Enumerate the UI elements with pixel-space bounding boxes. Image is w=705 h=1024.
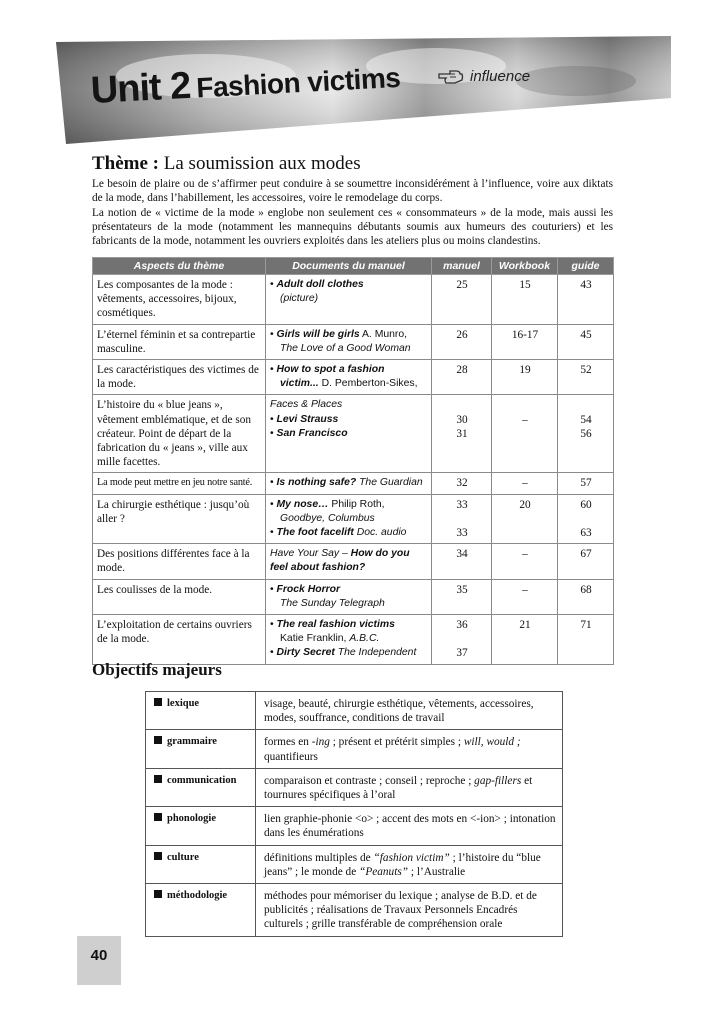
document-line bbox=[270, 476, 428, 490]
workbook-page-cell bbox=[492, 275, 558, 325]
aspect-cell: Les caractéristiques des victimes de la mode. bbox=[93, 360, 266, 395]
workbook-page-cell bbox=[492, 544, 558, 579]
guide-page: 52 bbox=[580, 364, 592, 377]
col-header: Aspects du thème bbox=[93, 258, 266, 275]
theme-label: Thème : bbox=[92, 153, 160, 174]
table-header-row bbox=[93, 258, 614, 275]
document-title: Levi Strauss bbox=[276, 413, 339, 425]
documents-cell bbox=[266, 324, 432, 359]
col-header: Documents du manuel bbox=[266, 258, 432, 275]
document-line bbox=[270, 427, 428, 441]
document-line bbox=[270, 646, 428, 660]
table-row bbox=[93, 395, 614, 473]
document-line bbox=[270, 377, 428, 391]
objective-text: comparaison et contraste ; conseil ; reproche ; bbox=[264, 774, 475, 787]
document-line bbox=[270, 292, 428, 306]
objective-detail bbox=[256, 807, 563, 845]
document-title: How to spot a fashion bbox=[276, 364, 385, 376]
guide-page: 68 bbox=[580, 583, 592, 596]
influence-tag bbox=[438, 68, 530, 85]
guide-page-cell bbox=[558, 324, 614, 359]
aspect-cell: L’histoire du « blue jeans », vêtement emblématique, et de son créateur. Point de départ de la fabrication du « jeans », ville aux mille facettes. bbox=[93, 395, 266, 473]
manuel-page: 34 bbox=[456, 548, 468, 561]
document-line bbox=[270, 328, 428, 342]
guide-page bbox=[562, 398, 610, 412]
objective-category-label: grammaire bbox=[167, 736, 217, 748]
theme-intro bbox=[92, 177, 613, 248]
objective-category bbox=[146, 692, 256, 730]
manuel-page: 31 bbox=[456, 427, 468, 440]
table-row bbox=[93, 324, 614, 359]
objective-text: visage, beauté, chirurgie esthétique, vêtements, accessoires, modes, souffrance, conditions de travail bbox=[264, 698, 534, 725]
objective-detail bbox=[256, 692, 563, 730]
document-author: D. Pemberton-Sikes, bbox=[318, 378, 418, 390]
workbook-page bbox=[496, 427, 554, 441]
document-source: The Sunday Telegraph bbox=[280, 597, 385, 609]
guide-page: 54 bbox=[580, 413, 592, 426]
objective-row bbox=[146, 884, 563, 937]
objective-detail bbox=[256, 730, 563, 768]
objectives-table bbox=[145, 691, 563, 937]
objective-row bbox=[146, 768, 563, 806]
aspect-cell: L’exploitation de certains ouvriers de la mode. bbox=[93, 615, 266, 665]
objective-text: définitions multiples de bbox=[264, 851, 374, 864]
guide-page bbox=[562, 512, 610, 526]
document-source: A.B.C. bbox=[349, 633, 380, 645]
guide-page: 57 bbox=[580, 477, 592, 490]
square-bullet-icon bbox=[154, 852, 162, 860]
objective-term: “Peanuts” bbox=[359, 865, 409, 878]
document-source: The Independent bbox=[334, 647, 417, 659]
manuel-page: 36 bbox=[456, 619, 468, 632]
objective-term: -ing bbox=[311, 736, 330, 749]
hand-pointer-icon bbox=[438, 70, 464, 84]
theme-title: La soumission aux modes bbox=[163, 153, 361, 174]
aspect-cell: Des positions différentes face à la mode. bbox=[93, 544, 266, 579]
objective-term: gap-fillers bbox=[474, 774, 522, 787]
documents-cell bbox=[266, 395, 432, 473]
workbook-page-cell bbox=[492, 473, 558, 494]
guide-page-cell bbox=[558, 494, 614, 544]
workbook-page-cell bbox=[492, 324, 558, 359]
workbook-page: 19 bbox=[519, 364, 531, 377]
objective-category-label: communication bbox=[167, 774, 237, 786]
guide-page-cell bbox=[558, 579, 614, 614]
document-author: Katie Franklin, bbox=[280, 633, 350, 645]
documents-cell bbox=[266, 473, 432, 494]
bullet: • bbox=[270, 413, 274, 425]
guide-page: 60 bbox=[580, 498, 592, 511]
manuel-page-cell bbox=[432, 324, 492, 359]
manuel-page: 25 bbox=[456, 279, 468, 291]
document-line bbox=[270, 547, 428, 561]
document-title: Frock Horror bbox=[276, 583, 341, 595]
intro-paragraph: Le besoin de plaire ou de s’affirmer peut conduire à se soumettre inconsidérément à l’influence, voire aux diktats de la mode, dans l’habillement, les accessoires, voire le remodelage du corps. bbox=[92, 178, 613, 205]
workbook-page: 20 bbox=[519, 498, 531, 511]
table-body bbox=[93, 275, 614, 665]
objective-row bbox=[146, 845, 563, 883]
manuel-page: 30 bbox=[456, 413, 468, 426]
bullet: • bbox=[270, 583, 274, 595]
guide-page-cell bbox=[558, 615, 614, 665]
document-source: (picture) bbox=[280, 293, 319, 305]
page-number: 40 bbox=[90, 947, 108, 964]
document-source: Have Your Say – bbox=[270, 548, 348, 560]
objective-row bbox=[146, 692, 563, 730]
manuel-page-cell bbox=[432, 615, 492, 665]
guide-page-cell bbox=[558, 395, 614, 473]
objective-term: will, would ; bbox=[463, 736, 521, 749]
manuel-page: 32 bbox=[456, 477, 468, 490]
objective-text: ; l’Australie bbox=[408, 865, 466, 878]
objective-text: et tournures spécifiques à l’oral bbox=[264, 774, 533, 802]
document-line bbox=[270, 561, 428, 575]
guide-page: 67 bbox=[580, 548, 592, 561]
document-title: Adult doll clothes bbox=[276, 279, 364, 290]
intro-paragraph: La notion de « victime de la mode » englobe non seulement ces « consommateurs » de la mode, mais aussi les présentateurs de la mode (notamment les mannequins débutants soumis aux humeurs des couturiers) et les fabricants de la mode, notamment les ouvriers exploités dans les ateliers plus ou moins clandestins. bbox=[92, 206, 613, 248]
objective-row bbox=[146, 730, 563, 768]
objective-category bbox=[146, 884, 256, 937]
col-header: guide bbox=[558, 258, 614, 275]
contents-table bbox=[92, 257, 614, 665]
document-title: How do you bbox=[347, 548, 410, 560]
manuel-page bbox=[436, 632, 488, 646]
documents-cell bbox=[266, 494, 432, 544]
workbook-page-cell bbox=[492, 615, 558, 665]
workbook-page: – bbox=[522, 413, 528, 426]
square-bullet-icon bbox=[154, 813, 162, 821]
unit-name: Fashion victims bbox=[195, 61, 402, 104]
document-author: Philip Roth, bbox=[328, 498, 385, 510]
manuel-page: 26 bbox=[456, 328, 468, 341]
table-row bbox=[93, 473, 614, 494]
document-line bbox=[270, 413, 428, 427]
objective-term: “fashion victim” bbox=[373, 851, 450, 864]
manuel-page-cell bbox=[432, 544, 492, 579]
document-source: The Guardian bbox=[356, 477, 423, 489]
theme-heading bbox=[92, 153, 361, 175]
bullet: • bbox=[270, 279, 274, 290]
col-header: Workbook bbox=[492, 258, 558, 275]
table-row bbox=[93, 275, 614, 325]
objective-category bbox=[146, 807, 256, 845]
objectives-body bbox=[146, 692, 563, 937]
objective-text: méthodes pour mémoriser du lexique ; analyse de B.D. et de publicités ; réalisations de Travaux Personnels Encadrés culturels ; grille transférable de compréhension orale bbox=[264, 890, 537, 931]
square-bullet-icon bbox=[154, 890, 162, 898]
manuel-page: 35 bbox=[456, 583, 468, 596]
guide-page-cell bbox=[558, 360, 614, 395]
guide-page: 56 bbox=[580, 427, 592, 440]
document-line bbox=[270, 278, 428, 292]
manuel-page: 37 bbox=[456, 647, 468, 660]
document-title: My nose… bbox=[276, 498, 329, 510]
guide-page: 43 bbox=[580, 279, 592, 291]
manuel-page-cell bbox=[432, 579, 492, 614]
workbook-page: 15 bbox=[519, 279, 531, 291]
manuel-page bbox=[436, 398, 488, 412]
square-bullet-icon bbox=[154, 775, 162, 783]
document-line bbox=[270, 526, 428, 540]
workbook-page: 16-17 bbox=[511, 328, 539, 341]
document-title: The foot facelift bbox=[276, 527, 354, 539]
document-title: Girls will be girls bbox=[276, 328, 360, 340]
guide-page-cell bbox=[558, 473, 614, 494]
document-line bbox=[270, 498, 428, 512]
objective-text: ; présent et prétérit simples ; bbox=[329, 736, 464, 749]
objective-row bbox=[146, 807, 563, 845]
objective-category-label: lexique bbox=[167, 698, 200, 709]
document-source: The Love of a Good Woman bbox=[280, 342, 411, 354]
document-title: feel about fashion? bbox=[270, 562, 366, 574]
bullet: • bbox=[270, 328, 274, 340]
document-title: victim... bbox=[280, 378, 319, 390]
square-bullet-icon bbox=[154, 698, 162, 706]
workbook-page-cell bbox=[492, 395, 558, 473]
table-row bbox=[93, 360, 614, 395]
bullet: • bbox=[270, 527, 274, 539]
guide-page-cell bbox=[558, 275, 614, 325]
documents-cell bbox=[266, 544, 432, 579]
guide-page: 45 bbox=[580, 328, 592, 341]
document-title: Dirty Secret bbox=[276, 647, 335, 659]
documents-cell bbox=[266, 275, 432, 325]
document-title: The real fashion victims bbox=[276, 619, 395, 631]
document-line bbox=[270, 398, 428, 412]
aspect-cell: Les coulisses de la mode. bbox=[93, 579, 266, 614]
objective-detail bbox=[256, 845, 563, 883]
table-row bbox=[93, 615, 614, 665]
document-source: Goodbye, Columbus bbox=[280, 512, 375, 524]
objective-detail bbox=[256, 884, 563, 937]
aspect-cell: La mode peut mettre en jeu notre santé. bbox=[93, 473, 266, 494]
workbook-page: – bbox=[522, 548, 528, 561]
aspect-cell: Les composantes de la mode : vêtements, accessoires, bijoux, cosmétiques. bbox=[93, 275, 266, 325]
documents-cell bbox=[266, 360, 432, 395]
manuel-page bbox=[436, 512, 488, 526]
aspect-cell: L’éternel féminin et sa contrepartie masculine. bbox=[93, 324, 266, 359]
objective-text: lien graphie-phonie <o> ; accent des mots en <-ion> ; intonation dans les énumérations bbox=[264, 813, 556, 840]
guide-page-cell bbox=[558, 544, 614, 579]
document-line bbox=[270, 597, 428, 611]
manuel-page: 28 bbox=[456, 364, 468, 377]
manuel-page-cell bbox=[432, 473, 492, 494]
table-row bbox=[93, 579, 614, 614]
document-line bbox=[270, 632, 428, 646]
unit-number: Unit 2 bbox=[89, 64, 192, 113]
bullet: • bbox=[270, 477, 274, 489]
document-line bbox=[270, 363, 428, 377]
objective-text: formes en bbox=[264, 736, 312, 749]
bullet: • bbox=[270, 619, 274, 631]
workbook-page-cell bbox=[492, 579, 558, 614]
guide-page: 71 bbox=[580, 619, 592, 632]
manuel-page: 33 bbox=[456, 498, 468, 511]
document-title: San Francisco bbox=[276, 427, 348, 439]
workbook-page bbox=[496, 398, 554, 412]
document-author: A. Munro, bbox=[359, 328, 408, 340]
document-source: Doc. audio bbox=[353, 527, 407, 539]
objective-category-label: culture bbox=[167, 851, 199, 863]
objective-category-label: phonologie bbox=[167, 813, 217, 825]
table-row bbox=[93, 544, 614, 579]
workbook-page: 21 bbox=[519, 619, 531, 632]
objective-category bbox=[146, 768, 256, 806]
objective-text: ; l’histoire du “blue jeans” ; le monde de bbox=[264, 851, 541, 878]
objectives-title: Objectifs majeurs bbox=[92, 660, 222, 679]
bullet: • bbox=[270, 498, 274, 510]
table-row bbox=[93, 494, 614, 544]
objective-category bbox=[146, 730, 256, 768]
bullet: • bbox=[270, 647, 274, 659]
workbook-page-cell bbox=[492, 360, 558, 395]
document-title: Is nothing safe? bbox=[276, 477, 357, 489]
manuel-page: 33 bbox=[456, 527, 468, 540]
manuel-page-cell bbox=[432, 494, 492, 544]
document-line bbox=[270, 512, 428, 526]
objective-category-label: méthodologie bbox=[167, 890, 228, 902]
influence-label: influence bbox=[470, 68, 531, 85]
workbook-page: – bbox=[522, 583, 528, 596]
guide-page: 63 bbox=[580, 527, 592, 540]
objective-detail bbox=[256, 768, 563, 806]
workbook-page: – bbox=[522, 477, 528, 490]
col-header: manuel bbox=[432, 258, 492, 275]
workbook-page-cell bbox=[492, 494, 558, 544]
document-line bbox=[270, 618, 428, 632]
bullet: • bbox=[270, 427, 274, 439]
document-line bbox=[270, 583, 428, 597]
square-bullet-icon bbox=[154, 736, 162, 744]
manuel-page-cell bbox=[432, 360, 492, 395]
document-source: Faces & Places bbox=[270, 399, 343, 411]
document-line bbox=[270, 342, 428, 356]
bullet: • bbox=[270, 364, 274, 376]
objective-category bbox=[146, 845, 256, 883]
documents-cell bbox=[266, 615, 432, 665]
documents-cell bbox=[266, 579, 432, 614]
manuel-page-cell bbox=[432, 275, 492, 325]
manuel-page-cell bbox=[432, 395, 492, 473]
aspect-cell: La chirurgie esthétique : jusqu’où aller ? bbox=[93, 494, 266, 544]
objective-text: quantifieurs bbox=[264, 750, 318, 763]
